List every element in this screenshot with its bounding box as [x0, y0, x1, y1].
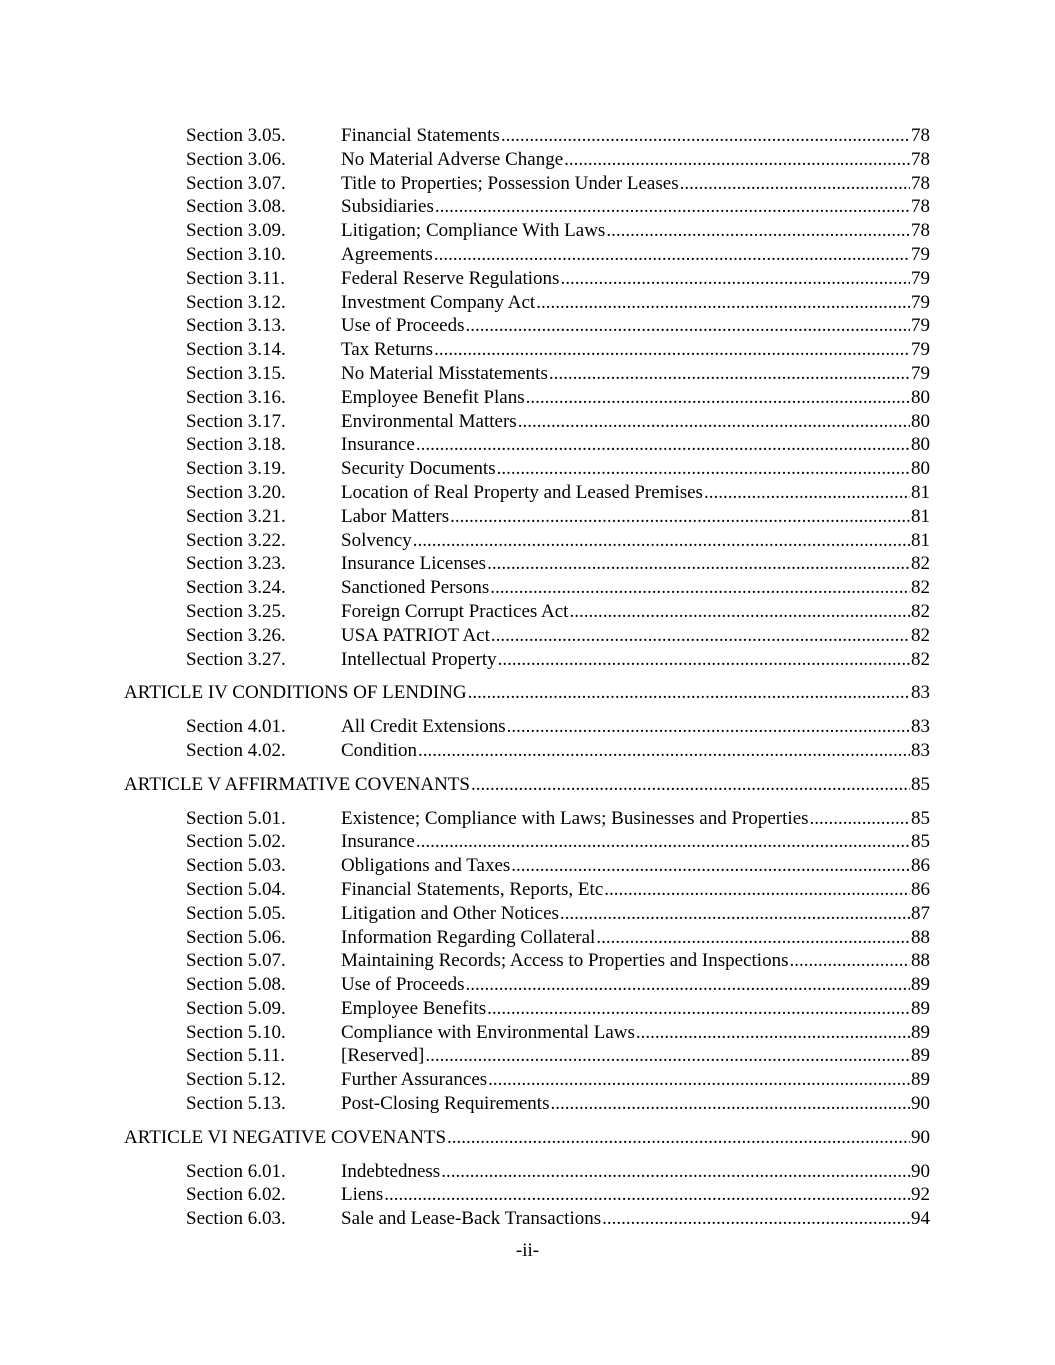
toc-leader-line — [341, 386, 930, 410]
toc-page-number: 90 — [911, 1160, 930, 1182]
toc-page-number: 79 — [911, 291, 930, 313]
toc-section-row[interactable] — [0, 267, 1055, 291]
page-number: -ii- — [515, 1240, 540, 1261]
toc-section-number: Section 4.02. — [186, 739, 286, 761]
toc-page-number: 86 — [911, 878, 930, 900]
toc-leader-line — [341, 830, 930, 854]
toc-section-title: Labor Matters — [341, 505, 450, 527]
toc-section-row[interactable] — [0, 1183, 1055, 1207]
dot-leader — [490, 576, 910, 600]
toc-page-number: 90 — [911, 1126, 930, 1148]
toc-section-number: Section 3.26. — [186, 624, 286, 646]
toc-section-row[interactable] — [0, 148, 1055, 172]
toc-leader-line — [341, 481, 930, 505]
toc-leader-line — [341, 195, 930, 219]
toc-section-number: Section 3.08. — [186, 196, 286, 218]
toc-section-title: All Credit Extensions — [341, 716, 506, 738]
toc-page-number: 89 — [911, 1045, 930, 1067]
toc-leader-line — [341, 648, 930, 672]
toc-section-number: Section 3.23. — [186, 553, 286, 575]
toc-leader-line — [341, 433, 930, 457]
dot-leader — [491, 624, 910, 648]
toc-page-number: 78 — [911, 220, 930, 242]
toc-section-row[interactable] — [0, 338, 1055, 362]
toc-section-title: Existence; Compliance with Laws; Businesses and Properties — [341, 807, 809, 829]
toc-page-number: 79 — [911, 362, 930, 384]
toc-section-title: Investment Company Act — [341, 291, 536, 313]
toc-page-number: 83 — [911, 682, 930, 704]
dot-leader — [606, 219, 910, 243]
toc-page-number: 80 — [911, 458, 930, 480]
toc-section-title: [Reserved] — [341, 1045, 425, 1067]
toc-page-number: 82 — [911, 648, 930, 670]
toc-leader-line — [341, 600, 930, 624]
toc-section-number: Section 4.01. — [186, 716, 286, 738]
toc-section-row[interactable] — [0, 1160, 1055, 1184]
toc-leader-line — [341, 1068, 930, 1092]
toc-leader-line — [341, 552, 930, 576]
toc-section-number: Section 5.08. — [186, 974, 286, 996]
toc-section-number: Section 5.04. — [186, 878, 286, 900]
toc-section-title: Subsidiaries — [341, 196, 434, 218]
toc-section-title: No Material Adverse Change — [341, 148, 564, 170]
toc-section-title: Insurance — [341, 434, 415, 456]
toc-page-number: 90 — [911, 1093, 930, 1115]
toc-article-row[interactable] — [0, 1126, 1055, 1150]
toc-section-title: No Material Misstatements — [341, 362, 548, 384]
toc-section-number: Section 3.22. — [186, 529, 286, 551]
toc-section-title: Solvency — [341, 529, 412, 551]
toc-section-title: Insurance — [341, 831, 415, 853]
toc-page-number: 79 — [911, 267, 930, 289]
toc-section-number: Section 3.10. — [186, 243, 286, 265]
toc-section-title: Indebtedness — [341, 1160, 441, 1182]
toc-section-title: USA PATRIOT Act — [341, 624, 490, 646]
toc-leader-line — [341, 624, 930, 648]
toc-article-row[interactable] — [0, 681, 1055, 705]
toc-section-number: Section 3.19. — [186, 458, 286, 480]
dot-leader — [434, 243, 910, 267]
toc-section-title: Litigation and Other Notices — [341, 902, 559, 924]
toc-section-row[interactable] — [0, 739, 1055, 763]
toc-leader-line — [341, 926, 930, 950]
toc-page-number: 82 — [911, 600, 930, 622]
toc-page-number: 85 — [911, 831, 930, 853]
dot-leader — [471, 773, 910, 797]
dot-leader — [560, 902, 910, 926]
toc-section-number: Section 5.13. — [186, 1093, 286, 1115]
toc-section-number: Section 5.02. — [186, 831, 286, 853]
toc-page-number: 78 — [911, 148, 930, 170]
toc-section-row[interactable] — [0, 314, 1055, 338]
toc-section-number: Section 3.12. — [186, 291, 286, 313]
dot-leader — [465, 314, 910, 338]
toc-leader-line — [341, 576, 930, 600]
dot-leader — [789, 949, 910, 973]
toc-leader-line — [341, 124, 930, 148]
toc-section-number: Section 5.09. — [186, 997, 286, 1019]
dot-leader — [465, 973, 910, 997]
toc-section-number: Section 5.06. — [186, 926, 286, 948]
toc-page-number: 85 — [911, 807, 930, 829]
toc-section-row[interactable] — [0, 481, 1055, 505]
toc-page-number: 89 — [911, 1021, 930, 1043]
toc-section-title: Post-Closing Requirements — [341, 1093, 550, 1115]
dot-leader — [704, 481, 910, 505]
toc-section-row[interactable] — [0, 505, 1055, 529]
toc-section-row[interactable] — [0, 997, 1055, 1021]
toc-section-title: Financial Statements — [341, 125, 500, 146]
toc-page-number: 88 — [911, 950, 930, 972]
toc-section-title: Environmental Matters — [341, 410, 517, 432]
toc-section-title: Employee Benefit Plans — [341, 386, 525, 408]
toc-section-row[interactable] — [0, 243, 1055, 267]
toc-section-number: Section 5.07. — [186, 950, 286, 972]
toc-article-title: ARTICLE V AFFIRMATIVE COVENANTS — [124, 773, 470, 795]
toc-page-number: 79 — [911, 339, 930, 361]
dot-leader — [498, 648, 910, 672]
toc-section-title: Agreements — [341, 243, 433, 265]
toc-page-number: 80 — [911, 410, 930, 432]
toc-section-row[interactable] — [0, 926, 1055, 950]
dot-leader — [550, 1092, 910, 1116]
toc-page-number: 79 — [911, 243, 930, 265]
toc-page-number: 79 — [911, 315, 930, 337]
toc-page-number: 78 — [911, 172, 930, 194]
dot-leader — [450, 505, 910, 529]
toc-leader-line — [341, 878, 930, 902]
dot-leader — [384, 1183, 910, 1207]
toc-section-row[interactable] — [0, 830, 1055, 854]
toc-section-number: Section 3.20. — [186, 481, 286, 503]
toc-page-number: 83 — [911, 716, 930, 738]
toc-leader-line — [341, 410, 930, 434]
toc-section-title: Location of Real Property and Leased Premises — [341, 481, 703, 503]
toc-page-number: 80 — [911, 434, 930, 456]
toc-leader-line — [124, 681, 930, 705]
toc-page-number: 92 — [911, 1184, 930, 1206]
toc-page-number: 89 — [911, 997, 930, 1019]
toc-leader-line — [341, 338, 930, 362]
toc-section-number: Section 3.24. — [186, 577, 286, 599]
toc-section-title: Financial Statements, Reports, Etc — [341, 878, 604, 900]
toc-page-number: 87 — [911, 902, 930, 924]
toc-section-row[interactable] — [0, 902, 1055, 926]
toc-section-row[interactable] — [0, 715, 1055, 739]
toc-section-number: Section 3.27. — [186, 648, 286, 670]
dot-leader — [447, 1126, 910, 1150]
dot-leader — [416, 433, 910, 457]
dot-leader — [564, 148, 910, 172]
toc-section-title: Insurance Licenses — [341, 553, 487, 575]
dot-leader — [418, 739, 910, 763]
toc-section-row[interactable] — [0, 1044, 1055, 1068]
toc-section-number: Section 5.01. — [186, 807, 286, 829]
toc-leader-line — [341, 902, 930, 926]
toc-leader-line — [341, 807, 930, 831]
toc-section-title: Further Assurances — [341, 1069, 488, 1091]
dot-leader — [497, 457, 910, 481]
toc-leader-line — [341, 1207, 930, 1231]
toc-page-number: 85 — [911, 773, 930, 795]
toc-section-row[interactable] — [0, 124, 1055, 148]
toc-section-title: Use of Proceeds — [341, 315, 465, 337]
toc-section-title: Foreign Corrupt Practices Act — [341, 600, 569, 622]
toc-section-row[interactable] — [0, 529, 1055, 553]
toc-section-row[interactable] — [0, 219, 1055, 243]
toc-section-row[interactable] — [0, 1021, 1055, 1045]
dot-leader — [501, 124, 910, 148]
dot-leader — [596, 926, 910, 950]
toc-section-number: Section 5.12. — [186, 1069, 286, 1091]
toc-page-number: 82 — [911, 577, 930, 599]
toc-section-row[interactable] — [0, 433, 1055, 457]
toc-leader-line — [341, 997, 930, 1021]
toc-leader-line — [124, 773, 930, 797]
toc-leader-line — [341, 172, 930, 196]
toc-section-number: Section 3.06. — [186, 148, 286, 170]
toc-section-row[interactable] — [0, 410, 1055, 434]
toc-section-number: Section 3.09. — [186, 220, 286, 242]
toc-section-row[interactable] — [0, 624, 1055, 648]
dot-leader — [560, 267, 910, 291]
toc-section-number: Section 3.18. — [186, 434, 286, 456]
dot-leader — [413, 529, 910, 553]
dot-leader — [435, 195, 910, 219]
toc-section-title: Maintaining Records; Access to Properties and Inspections — [341, 950, 789, 972]
toc-section-title: Title to Properties; Possession Under Leases — [341, 172, 679, 194]
dot-leader — [487, 997, 910, 1021]
toc-section-title: Sale and Lease-Back Transactions — [341, 1208, 602, 1230]
toc-leader-line — [341, 505, 930, 529]
toc-section-number: Section 3.17. — [186, 410, 286, 432]
dot-leader — [441, 1160, 910, 1184]
toc-article-title: ARTICLE VI NEGATIVE COVENANTS — [124, 1126, 447, 1148]
dot-leader — [549, 362, 910, 386]
toc-leader-line — [341, 291, 930, 315]
toc-section-row[interactable] — [0, 1207, 1055, 1231]
toc-section-number: Section 6.03. — [186, 1208, 286, 1230]
dot-leader — [536, 291, 910, 315]
toc-leader-line — [341, 715, 930, 739]
toc-section-number: Section 3.21. — [186, 505, 286, 527]
toc-leader-line — [341, 1092, 930, 1116]
dot-leader — [526, 386, 910, 410]
toc-leader-line — [341, 529, 930, 553]
toc-section-number: Section 3.07. — [186, 172, 286, 194]
toc-section-title: Obligations and Taxes — [341, 855, 511, 877]
toc-leader-line — [341, 1021, 930, 1045]
toc-leader-line — [341, 739, 930, 763]
toc-leader-line — [124, 1126, 930, 1150]
dot-leader — [507, 715, 910, 739]
toc-leader-line — [341, 457, 930, 481]
toc-section-row[interactable] — [0, 552, 1055, 576]
toc-leader-line — [341, 148, 930, 172]
dot-leader — [636, 1021, 910, 1045]
dot-leader — [518, 410, 910, 434]
toc-leader-line — [341, 1044, 930, 1068]
toc-section-number: Section 3.16. — [186, 386, 286, 408]
toc-section-number: Section 6.02. — [186, 1184, 286, 1206]
toc-section-number: Section 3.11. — [186, 267, 286, 289]
dot-leader — [602, 1207, 910, 1231]
toc-page-number: 83 — [911, 739, 930, 761]
dot-leader — [680, 172, 910, 196]
toc-section-row[interactable] — [0, 648, 1055, 672]
toc-page-number: 80 — [911, 386, 930, 408]
toc-leader-line — [341, 854, 930, 878]
toc-leader-line — [341, 219, 930, 243]
dot-leader — [488, 1068, 910, 1092]
toc-leader-line — [341, 267, 930, 291]
toc-section-title: Employee Benefits — [341, 997, 487, 1019]
toc-leader-line — [341, 1160, 930, 1184]
toc-section-number: Section 5.05. — [186, 902, 286, 924]
toc-section-title: Tax Returns — [341, 339, 434, 361]
dot-leader — [434, 338, 910, 362]
toc-page-number: 81 — [911, 505, 930, 527]
toc-section-row[interactable] — [0, 949, 1055, 973]
toc-page-number: 86 — [911, 855, 930, 877]
toc-section-number: Section 5.11. — [186, 1045, 286, 1067]
toc-section-number: Section 3.15. — [186, 362, 286, 384]
toc-section-row[interactable] — [0, 291, 1055, 315]
toc-section-row[interactable] — [0, 172, 1055, 196]
table-of-contents — [0, 124, 1055, 1231]
toc-leader-line — [341, 1183, 930, 1207]
toc-section-title: Compliance with Environmental Laws — [341, 1021, 635, 1043]
toc-page-number: 82 — [911, 553, 930, 575]
toc-section-number: Section 6.01. — [186, 1160, 286, 1182]
toc-section-row[interactable] — [0, 362, 1055, 386]
toc-section-number: Section 3.05. — [186, 125, 286, 146]
toc-section-row[interactable] — [0, 807, 1055, 831]
toc-leader-line — [341, 973, 930, 997]
toc-section-row[interactable] — [0, 600, 1055, 624]
toc-page-number: 88 — [911, 926, 930, 948]
dot-leader — [511, 854, 910, 878]
toc-section-title: Federal Reserve Regulations — [341, 267, 560, 289]
toc-section-title: Condition — [341, 739, 418, 761]
toc-section-title: Use of Proceeds — [341, 974, 465, 996]
toc-page-number: 94 — [911, 1208, 930, 1230]
dot-leader — [487, 552, 910, 576]
toc-section-row[interactable] — [0, 878, 1055, 902]
toc-page-number: 89 — [911, 974, 930, 996]
toc-section-title: Intellectual Property — [341, 648, 497, 670]
toc-section-row[interactable] — [0, 973, 1055, 997]
toc-section-number: Section 3.13. — [186, 315, 286, 337]
toc-section-title: Information Regarding Collateral — [341, 926, 596, 948]
dot-leader — [416, 830, 910, 854]
toc-page-number: 89 — [911, 1069, 930, 1091]
toc-page-number: 81 — [911, 481, 930, 503]
toc-section-row[interactable] — [0, 576, 1055, 600]
dot-leader — [425, 1044, 910, 1068]
toc-section-row[interactable] — [0, 386, 1055, 410]
toc-section-title: Liens — [341, 1184, 384, 1206]
toc-section-row[interactable] — [0, 854, 1055, 878]
toc-page-number: 78 — [911, 125, 930, 146]
toc-leader-line — [341, 243, 930, 267]
dot-leader — [810, 807, 910, 831]
toc-section-number: Section 3.14. — [186, 339, 286, 361]
toc-page-number: 78 — [911, 196, 930, 218]
toc-leader-line — [341, 314, 930, 338]
dot-leader — [604, 878, 910, 902]
toc-section-title: Litigation; Compliance With Laws — [341, 220, 606, 242]
toc-section-title: Sanctioned Persons — [341, 577, 490, 599]
toc-section-number: Section 3.25. — [186, 600, 286, 622]
toc-article-title: ARTICLE IV CONDITIONS OF LENDING — [124, 682, 467, 704]
toc-section-row[interactable] — [0, 195, 1055, 219]
dot-leader — [569, 600, 910, 624]
toc-leader-line — [341, 362, 930, 386]
toc-section-row[interactable] — [0, 457, 1055, 481]
toc-section-title: Security Documents — [341, 458, 496, 480]
toc-section-row[interactable] — [0, 1092, 1055, 1116]
toc-article-row[interactable] — [0, 773, 1055, 797]
toc-section-row[interactable] — [0, 1068, 1055, 1092]
toc-leader-line — [341, 949, 930, 973]
toc-page-number: 81 — [911, 529, 930, 551]
dot-leader — [468, 681, 910, 705]
toc-section-number: Section 5.03. — [186, 855, 286, 877]
toc-page-number: 82 — [911, 624, 930, 646]
toc-section-number: Section 5.10. — [186, 1021, 286, 1043]
